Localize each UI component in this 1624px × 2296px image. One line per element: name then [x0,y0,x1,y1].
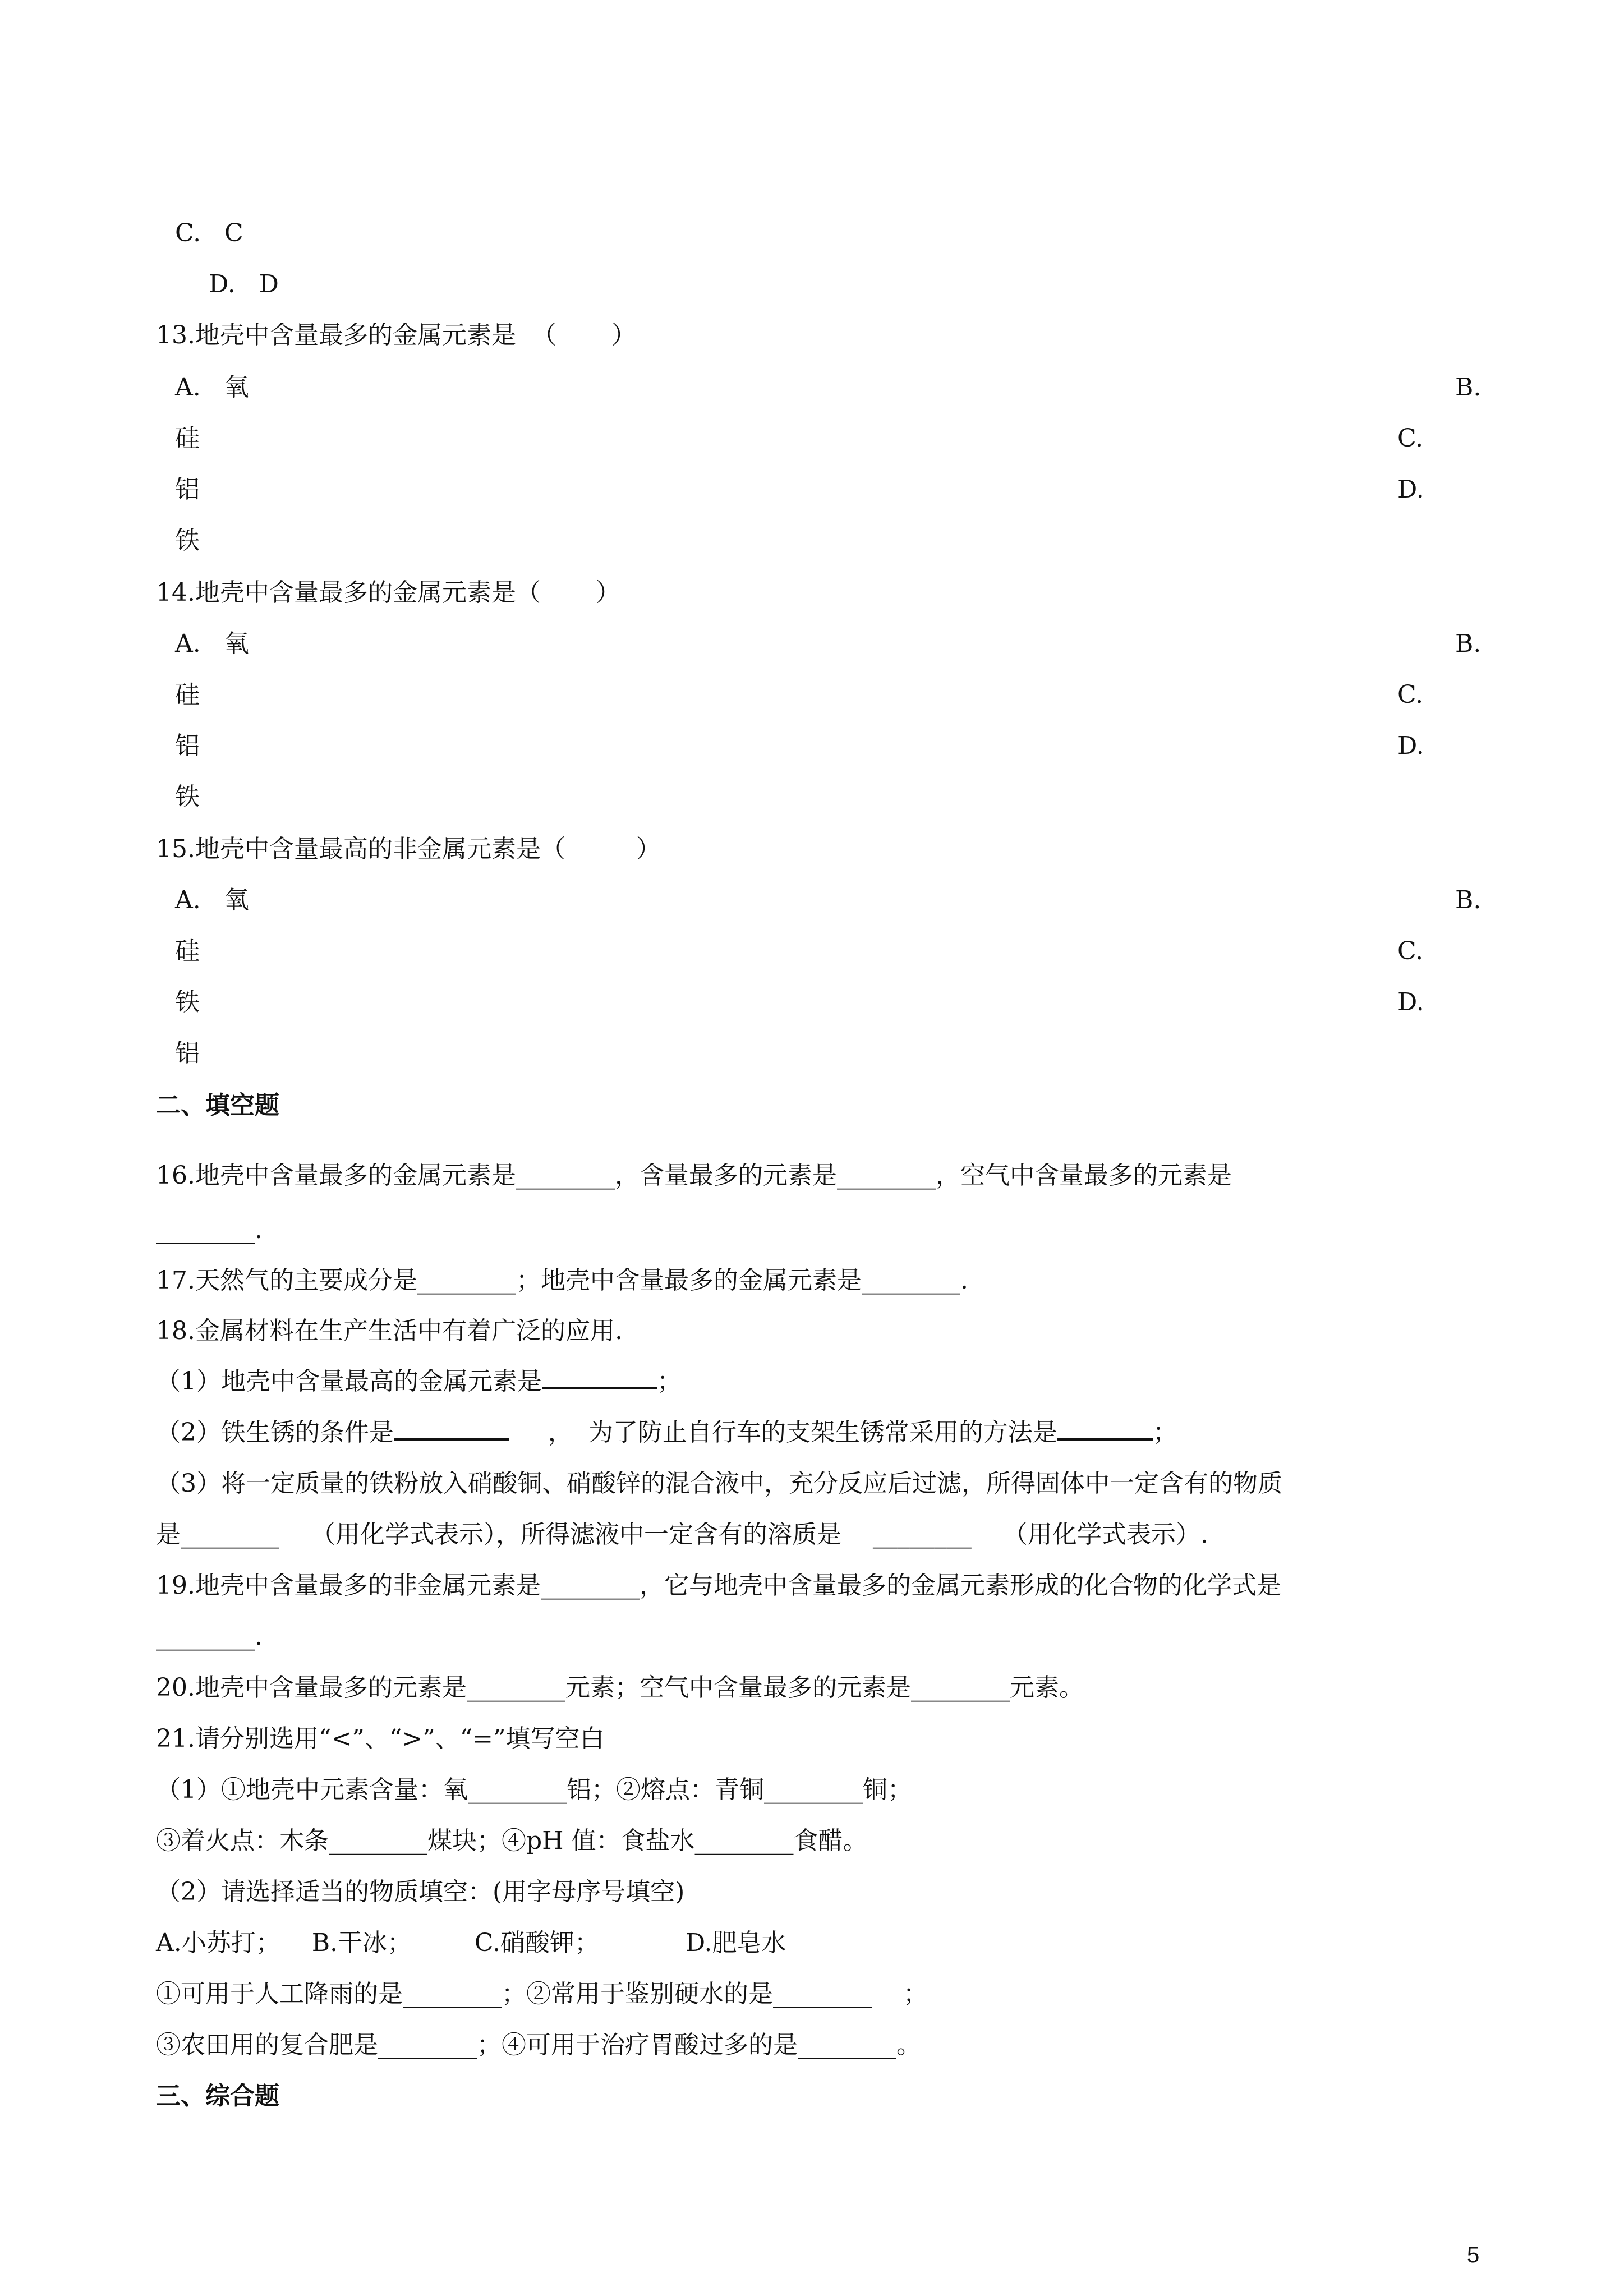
q18-part2-blank-1 [394,1416,509,1441]
q18-part1-text: （1）地壳中含量最高的金属元素是 [156,1367,542,1396]
q18-part1 [156,1365,682,1398]
q17: 17.天然气的主要成分是________；地壳中含量最多的金属元素是________. [156,1266,968,1295]
q21-part2-line2: ③农田用的复合肥是________；④可用于治疗胃酸过多的是________。 [156,2031,921,2059]
q18-part2-end: ； [1152,1418,1177,1447]
section-title-fill-in: 二、填空题 [156,1091,279,1120]
q18-part3-line1: （3）将一定质量的铁粉放入硝酸铜、硝酸锌的混合液中，充分反应后过滤，所得固体中一定含有的物质 [156,1469,1282,1498]
q16-line1: 16.地壳中含量最多的金属元素是________，含量最多的元素是________，空气中含量最多的元素是 [156,1161,1232,1190]
q13-option-d-text: 铁 [175,526,200,555]
q16-line2: ________. [156,1216,263,1244]
q13-stem: 13.地壳中含量最多的金属元素是 （ ） [156,321,636,349]
q13-option-c-text: 铝 [175,475,200,504]
q21-stem: 21.请分别选用“<”、“>”、“=”填写空白 [156,1724,605,1753]
q14-option-d-label: D. [1397,731,1424,760]
q14-option-d-text: 铁 [175,783,200,811]
q18-stem: 18.金属材料在生产生活中有着广泛的应用. [156,1317,623,1345]
q18-part2-text: （2）铁生锈的条件是 [156,1418,394,1447]
q14-option-c-label: C. [1397,680,1424,709]
q21-part1-line1: （1）①地壳中元素含量：氧________铝；②熔点：青铜________铜； [156,1775,912,1804]
q18-part2-blank-2 [1057,1416,1153,1441]
q13-option-b-label: B. [1455,373,1482,402]
q12-option-d: D. D [209,270,279,298]
q14-option-b-label: B. [1455,629,1482,658]
q15-option-b-label: B. [1455,886,1482,914]
q18-part1-blank [542,1365,657,1389]
q14-option-a: A. 氧 [175,629,249,658]
page-number: 5 [1467,2243,1480,2267]
q21-part2-stem: （2）请选择适当的物质填空：(用字母序号填空) [156,1878,685,1906]
q15-option-b-text: 硅 [175,937,200,965]
q13-option-c-label: C. [1397,424,1424,453]
q13-option-b-text: 硅 [175,424,200,453]
q21-part2-line1: ①可用于人工降雨的是________；②常用于鉴别硬水的是________ ； [156,1980,928,2008]
q21-part1-line2: ③着火点：木条________煤块；④pH 值：食盐水________食醋。 [156,1826,868,1855]
q21-part2-options: A.小苏打； B.干冰； C.硝酸钾； D.肥皂水 [156,1929,786,1957]
q18-part2 [156,1416,1177,1450]
q18-part3-line2: 是________ （用化学式表示），所得滤液中一定含有的溶质是 ________ （用化学式表示）. [156,1520,1208,1549]
q19-line2: ________. [156,1622,263,1651]
q15-option-c-label: C. [1397,937,1424,965]
q18-part1-end: ； [657,1367,682,1396]
q14-option-c-text: 铝 [175,731,200,760]
q12-option-c: C. C [175,219,243,247]
q15-stem: 15.地壳中含量最高的非金属元素是（ ） [156,835,661,863]
q15-option-c-text: 铁 [175,988,200,1016]
section-title-comprehensive: 三、综合题 [156,2082,279,2110]
q14-option-b-text: 硅 [175,680,200,709]
q20: 20.地壳中含量最多的元素是________元素；空气中含量最多的元素是________元素。 [156,1673,1084,1702]
q14-stem: 14.地壳中含量最多的金属元素是（ ） [156,578,620,607]
q19-line1: 19.地壳中含量最多的非金属元素是________，它与地壳中含量最多的金属元素形成的化合物的化学式是 [156,1571,1281,1600]
q15-option-d-text: 铝 [175,1039,200,1068]
q13-option-d-label: D. [1397,475,1424,504]
q15-option-d-label: D. [1397,988,1424,1016]
q13-option-a: A. 氧 [175,373,249,402]
q15-option-a: A. 氧 [175,886,249,914]
q18-part2-mid: ， 为了防止自行车的支架生锈常采用的方法是 [509,1418,1057,1447]
